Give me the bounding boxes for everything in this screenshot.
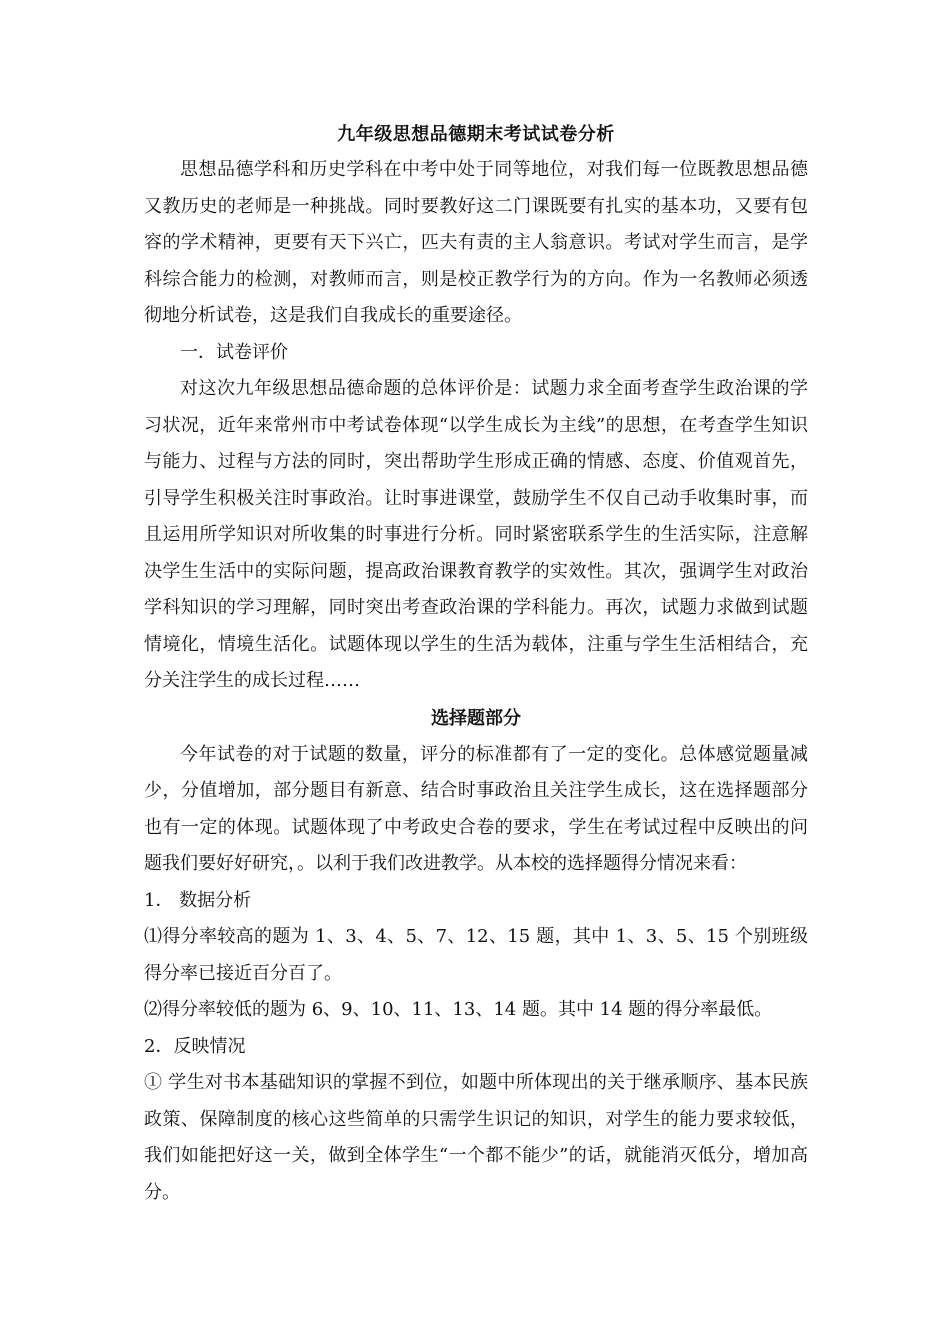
- reflection-item-1: ① 学生对书本基础知识的掌握不到位，如题中所体现出的关于继承顺序、基本民族政策、保障制度的核心这些简单的只需学生识记的知识，对学生的能力要求较低，我们如能把好这一关，做到全体学生“一个都不能少”的话，就能消灭低分，增加高分。: [144, 1072, 808, 1203]
- document-title: 九年级思想品德期末考试试卷分析: [337, 124, 615, 145]
- document-page: [144, 118, 808, 1211]
- exam-evaluation-paragraph: 对这次九年级思想品德命题的总体评价是：试题力求全面考查学生政治课的学习状况，近年来常州市中考试卷体现“以学生成长为主线”的思想，在考查学生知识与能力、过程与方法的同时，突出帮助学生形成正确的情感、态度、价值观首先，引导学生积极关注时事政治。让时事进课堂，鼓励学生不仅自己动手收集时事，而且运用所学知识对所收集的时事进行分析。同时紧密联系学生的生活实际，注意解决学生生活中的实际问题，提高政治课教育教学的实效性。其次，强调学生对政治学科知识的学习理解，同时突出考查政治课的学科能力。再次，试题力求做到试题情境化，情境生活化。试题体现以学生的生活为载体，注重与学生生活相结合，充分关注学生的成长过程……: [144, 378, 808, 691]
- choice-section-paragraph: 今年试卷的对于试题的数量，评分的标准都有了一定的变化。总体感觉题量减少，分值增加，部分题目有新意、结合时事政治且关注学生成长，这在选择题部分也有一定的体现。试题体现了中考政史合卷的要求，学生在考试过程中反映出的问题我们要好好研究，。以利于我们改进教学。从本校的选择题得分情况来看：: [144, 743, 808, 874]
- section-heading-exam-evaluation: 一．试卷评价: [180, 341, 288, 363]
- data-analysis-item-1: ⑴得分率较高的题为 1、3、4、5、7、12、15 题，其中 1、3、5、15 个别班级得分率已接近百分百了。: [144, 926, 808, 984]
- intro-paragraph: 思想品德学科和历史学科在中考中处于同等地位，对我们每一位既教思想品德又教历史的老师是一种挑战。同时要教好这二门课既要有扎实的基本功，又要有包容的学术精神，更要有天下兴亡，匹夫有责的主人翁意识。考试对学生而言，是学科综合能力的检测，对教师而言，则是校正教学行为的方向。作为一名教师必须透彻地分析试卷，这是我们自我成长的重要途径。: [144, 159, 808, 326]
- data-analysis-heading: 1． 数据分析: [144, 889, 252, 911]
- choice-section-heading: 选择题部分: [431, 707, 521, 729]
- data-analysis-item-2: ⑵得分率较低的题为 6、9、10、11、13、14 题。其中 14 题的得分率最低。: [144, 999, 773, 1020]
- reflection-heading: 2．反映情况: [144, 1035, 246, 1057]
